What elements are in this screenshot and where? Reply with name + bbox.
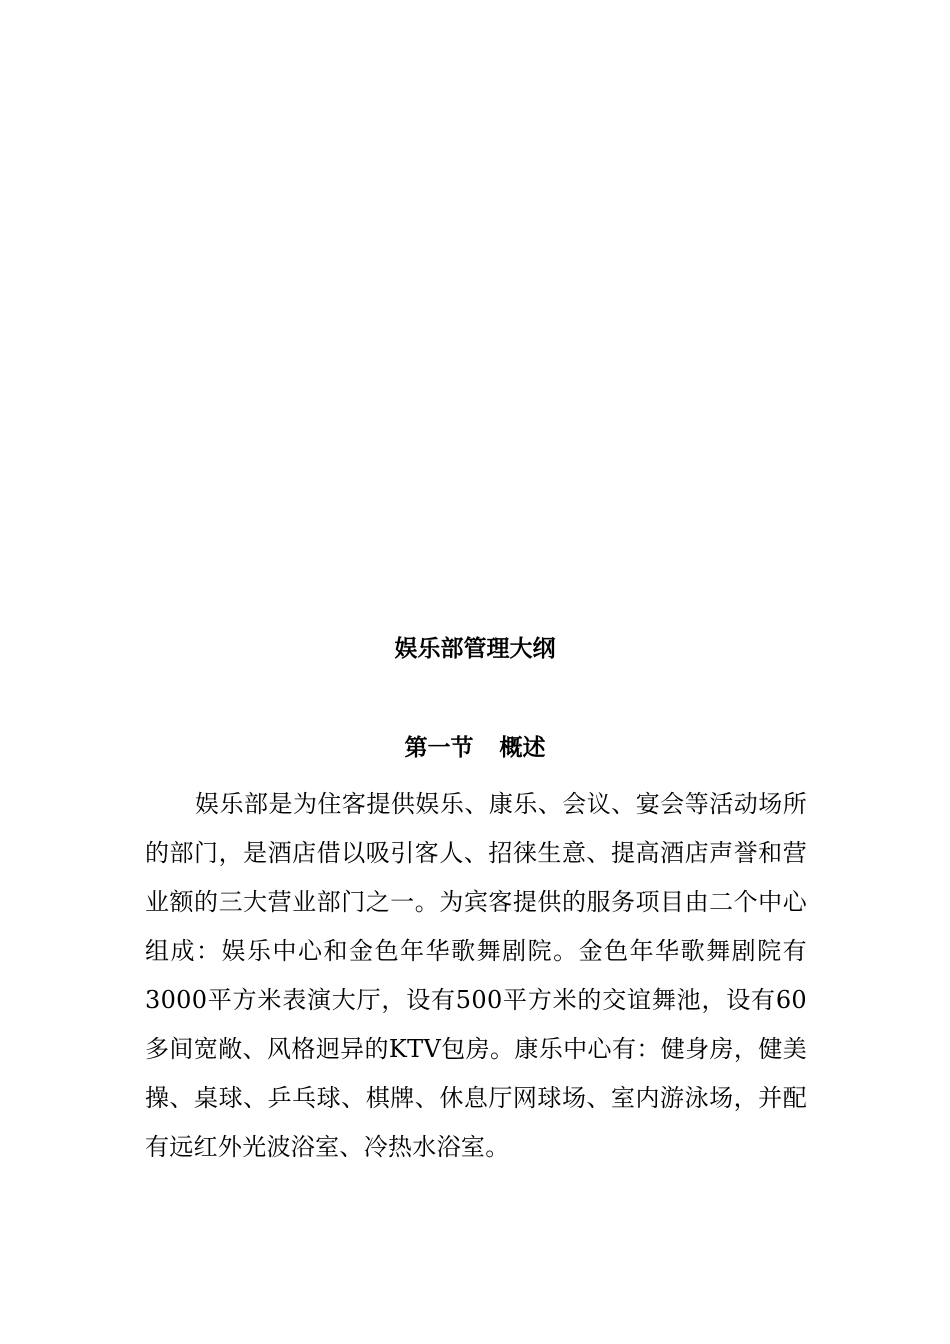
section-heading bbox=[0, 731, 950, 765]
section-number: 第一节 bbox=[404, 734, 474, 761]
overview-paragraph: 娱乐部是为住客提供娱乐、康乐、会议、宴会等活动场所的部门，是酒店借以吸引客人、招徕生意、提高酒店声誉和营业额的三大营业部门之一。为宾客提供的服务项目由二个中心组成：娱乐中心和金色年华歌舞剧院。金色年华歌舞剧院有3000平方米表演大厅，设有500平方米的交谊舞池，设有60多间宽敞、风格迥异的KTV包房。康乐中心有：健身房，健美操、桌球、乒乓球、棋牌、休息厅网球场、室内游泳场，并配有远红外光波浴室、冷热水浴室。 bbox=[145, 790, 807, 1161]
section-name: 概述 bbox=[499, 734, 546, 761]
document-title: 娱乐部管理大纲 bbox=[394, 635, 556, 662]
